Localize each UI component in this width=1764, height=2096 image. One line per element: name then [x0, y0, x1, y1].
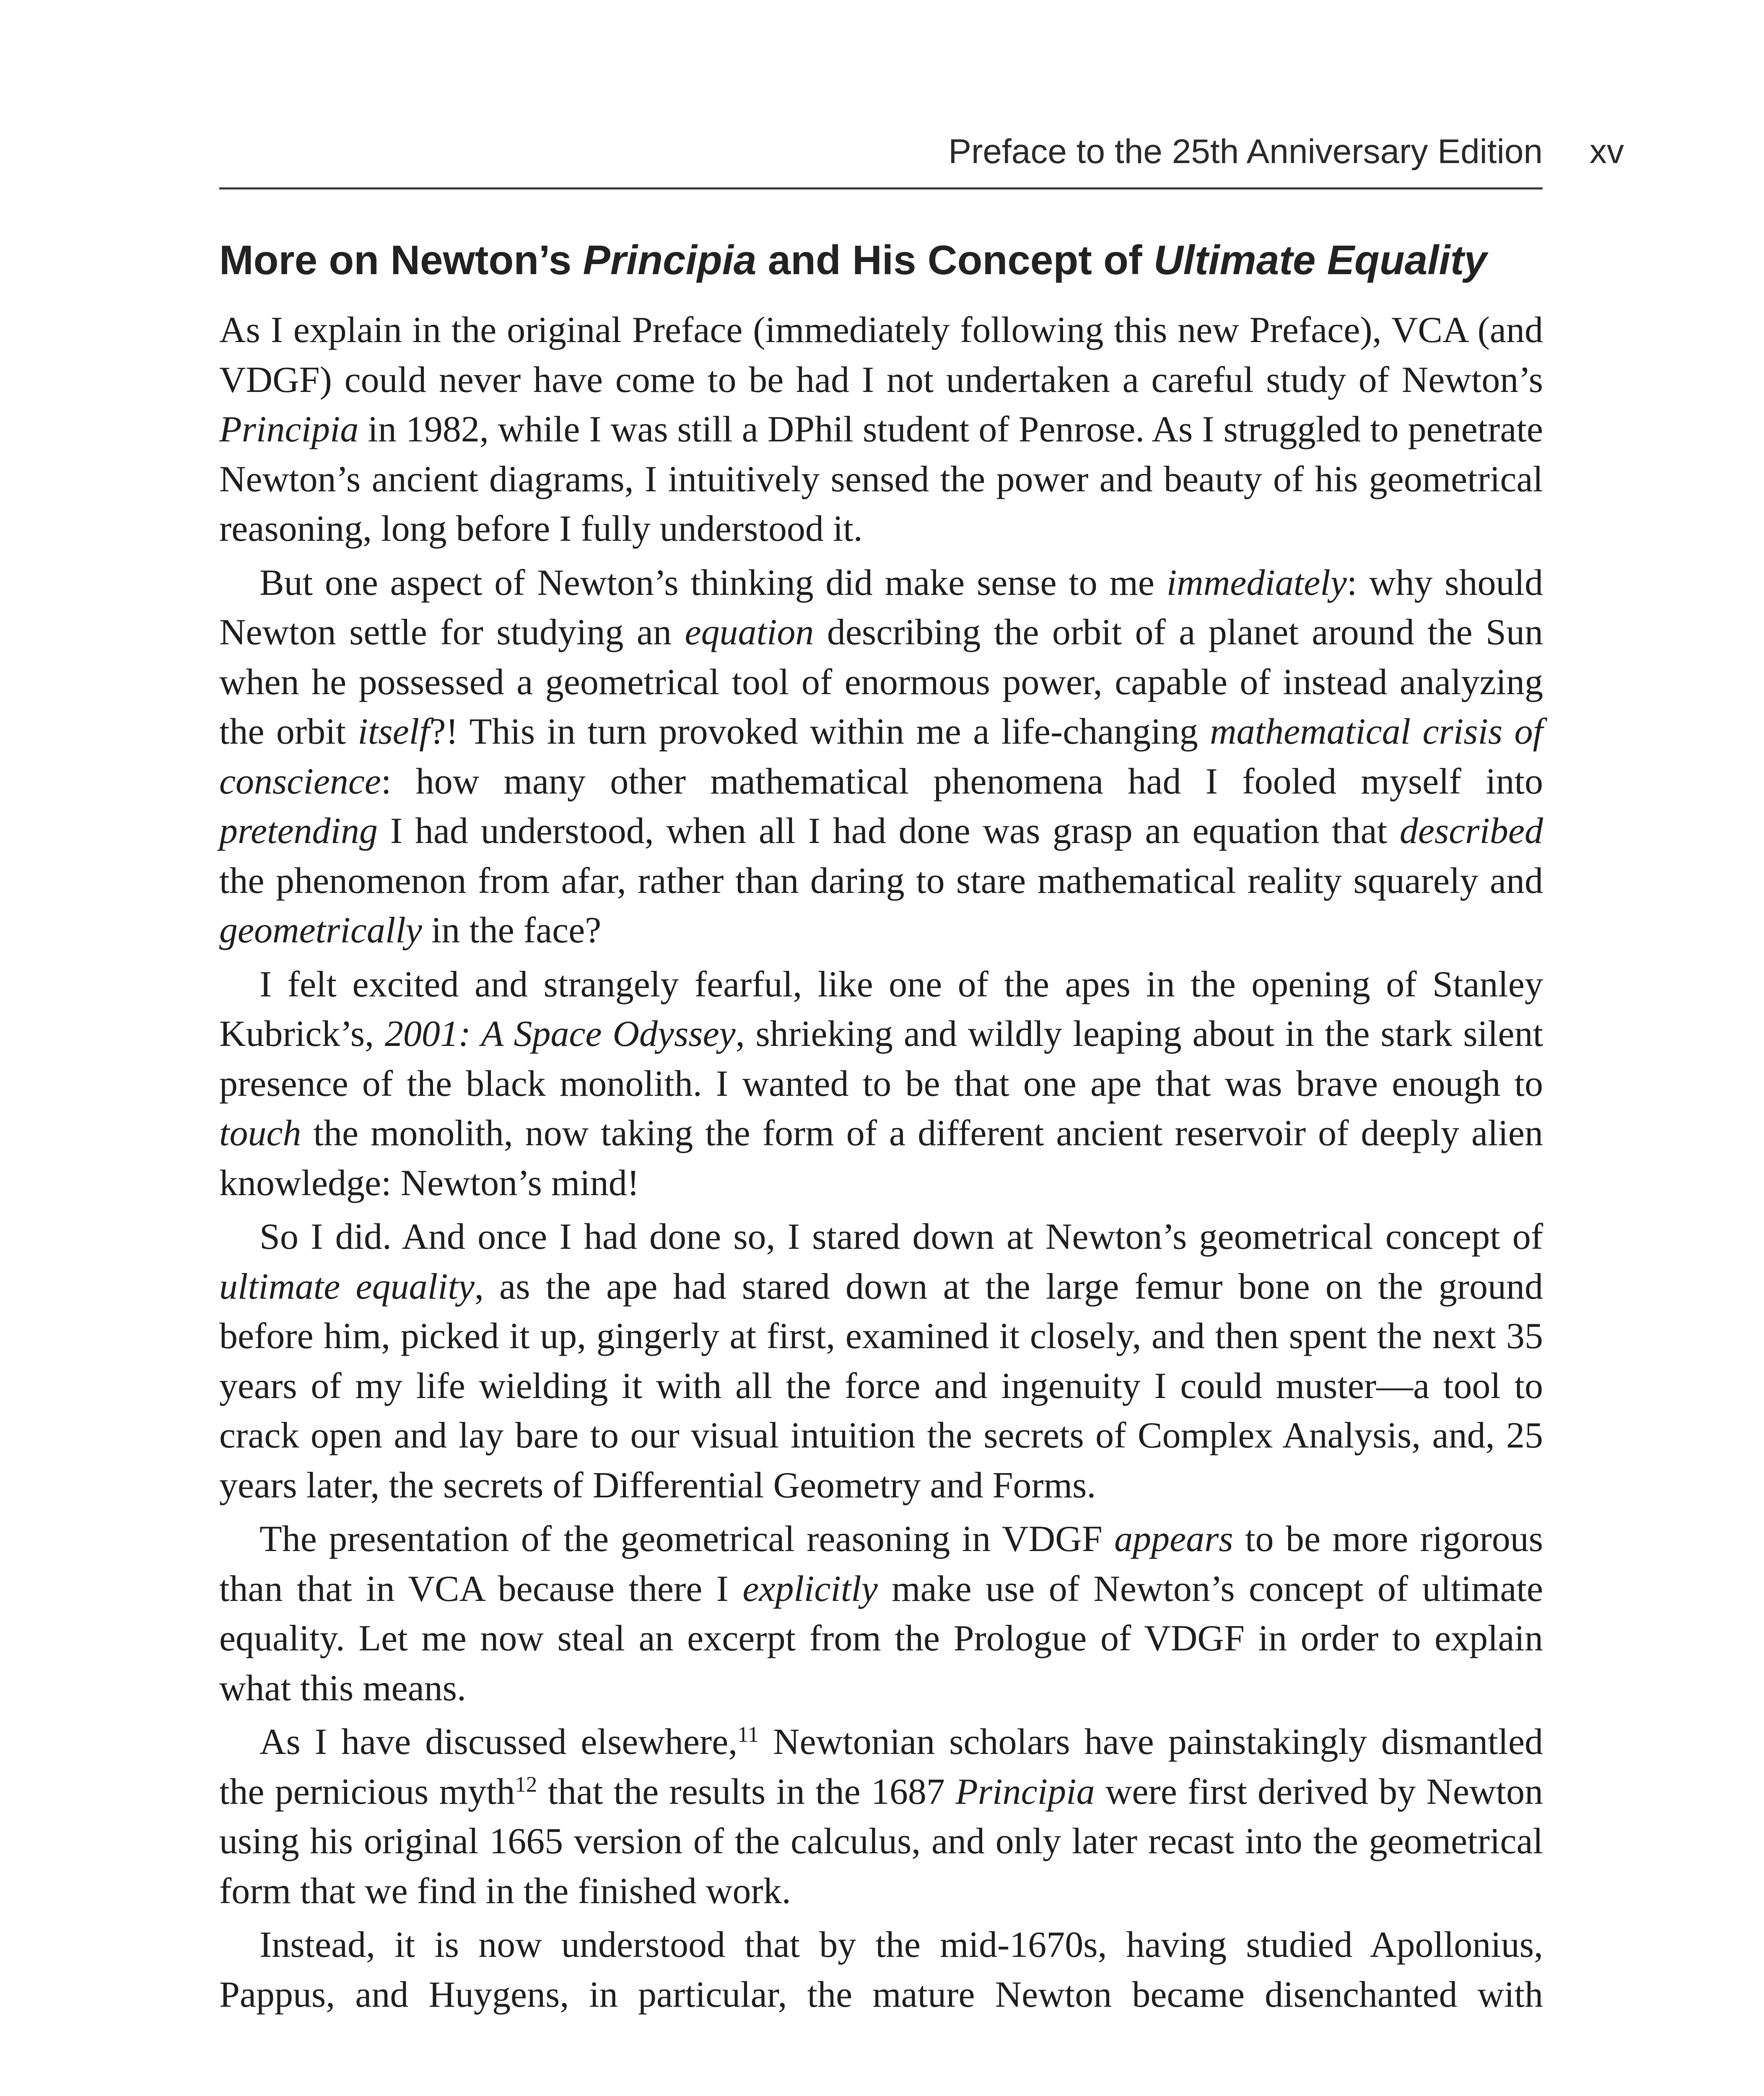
paragraph-4: So I did. And once I had done so, I stared down at Newton’s geometrical concept of ultimate equality, as the ape had stared down at the large femur bone on the ground before him, picked it up, gingerly at first, examined it closely, and then spent the next 35 years of my life wielding it with all the force and ingenuity I could muster—a tool to crack open and lay bare to our visual intuition the secrets of Complex Analysis, and, 25 years later, the secrets of Differential Geometry and Forms.	[219, 1217, 1543, 1506]
paragraph-1: As I explain in the original Preface (immediately following this new Preface), VCA (and VDGF) could never have come to be had I not undertaken a careful study of Newton’s Principia in 1982, while I was still a DPhil student of Penrose. As I struggled to penetrate Newton’s ancient diagrams, I intuitively sensed the power and beauty of his geometrical reasoning, long before I fully understood it.	[219, 310, 1543, 549]
paragraph-3: I felt excited and strangely fearful, like one of the apes in the opening of Stanley Kubrick’s, 2001: A Space Odyssey, shrieking and wildly leaping about in the stark silent presence of the black monolith. I wanted to be that one ape that was brave enough to touch the monolith, now taking the form of a different ancient reservoir of deeply alien knowledge: Newton’s mind!	[219, 964, 1544, 1204]
running-header-title: Preface to the 25th Anniversary Edition	[948, 132, 1543, 171]
header-divider	[219, 187, 1543, 189]
body-text	[219, 306, 1543, 2020]
footnote-ref-11[interactable]: 11	[737, 1722, 759, 1747]
paragraph-7: Instead, it is now understood that by the mid-1670s, having studied Apollonius, Pappus, and Huygens, in particular, the mature Newton became disenchanted with	[219, 1925, 1543, 2015]
paragraph-2: But one aspect of Newton’s thinking did make sense to me immediately: why should Newton settle for studying an equation describing the orbit of a planet around the Sun when he possessed a geometrical tool of enormous power, capable of instead analyzing the orbit itself?! This in turn provoked within me a life-changing mathematical crisis of conscience: how many other mathematical phenomena had I fooled myself into pretending I had understood, when all I had done was grasp an equation that described the phenomenon from afar, rather than daring to stare mathematical reality squarely and geometrically in the face?	[219, 562, 1544, 951]
section-heading: More on Newton’s Principia and His Concept of Ultimate Equality	[219, 237, 1487, 283]
footnote-ref-12[interactable]: 12	[515, 1772, 537, 1797]
page-number: xv	[1590, 132, 1624, 171]
paragraph-6: As I have discussed elsewhere,$^{11}$ Newtonian scholars have painstakingly dismantled the pernicious myth$^{12}$ that the results in the 1687 Principia were first derived by Newton using his original 1665 version of the calculus, and only later recast into the geometrical form that we find in the finished work.	[219, 1722, 1543, 1912]
paragraph-5: The presentation of the geometrical reasoning in VDGF appears to be more rigorous than that in VCA because there I explicitly make use of Newton’s concept of ultimate equality. Let me now steal an excerpt from the Prologue of VDGF in order to explain what this means.	[219, 1519, 1543, 1709]
